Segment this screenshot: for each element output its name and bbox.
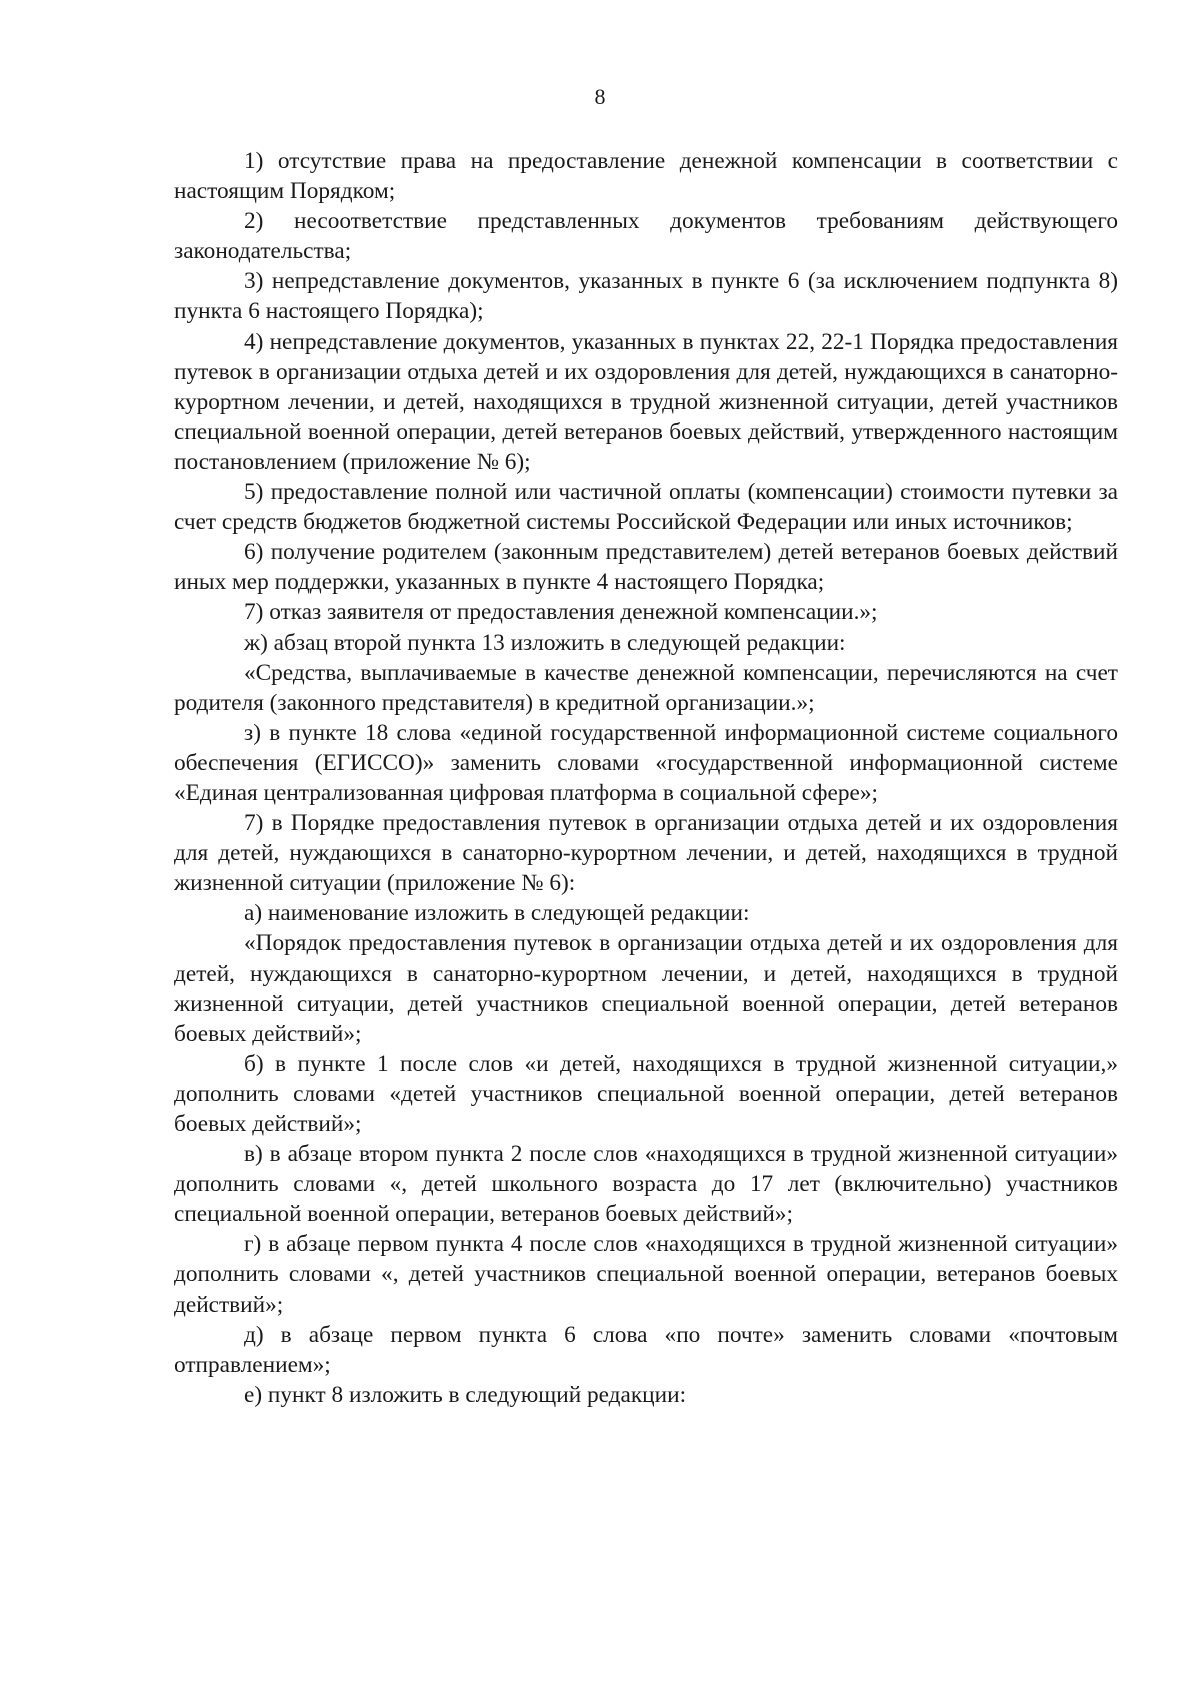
- paragraph-item-2: 2) несоответствие представленных документов требованиям действующего законодательства;: [174, 208, 1118, 265]
- paragraph-subitem-g: г) в абзаце первом пункта 4 после слов «находящихся в трудной жизненной ситуации» дополнить словами «, детей участников специальной военной операции, ветеранов боевых действий»;: [174, 1231, 1118, 1318]
- paragraph-subitem-z: з) в пункте 18 слова «единой государственной информационной системе социального обеспечения (ЕГИССО)» заменить словами «государственной информационной системе «Единая централизованная цифровая платформа в социальной сфере»;: [174, 719, 1118, 806]
- paragraph-subitem-a: а) наименование изложить в следующей редакции:: [244, 900, 750, 927]
- paragraph-item-3: 3) непредставление документов, указанных в пункте 6 (за исключением подпункта 8) пункта 6 настоящего Порядка);: [174, 268, 1118, 325]
- document-body: [174, 146, 1118, 1410]
- paragraph-quote-title: «Порядок предоставления путевок в организации отдыха детей и их оздоровления для детей, нуждающихся в санаторно-курортном лечении, и детей, находящихся в трудной жизненной ситуации, детей участников специальной военной операции, детей ветеранов боевых действий»;: [174, 930, 1118, 1047]
- paragraph-subitem-b: б) в пункте 1 после слов «и детей, находящихся в трудной жизненной ситуации,» дополнить словами «детей участников специальной военной операции, детей ветеранов боевых действий»;: [174, 1050, 1118, 1137]
- paragraph-subitem-zh: ж) абзац второй пункта 13 изложить в следующей редакции:: [244, 629, 846, 656]
- paragraph-item-4: 4) непредставление документов, указанных в пунктах 22, 22-1 Порядка предоставления путевок в организации отдыха детей и их оздоровления для детей, нуждающихся в санаторно-курортном лечении, и детей, находящихся в трудной жизненной ситуации, детей участников специальной военной операции, детей ветеранов боевых действий, утвержденного настоящим постановлением (приложение № 6);: [174, 328, 1118, 475]
- paragraph-item-7: 7) отказ заявителя от предоставления денежной компенсации.»;: [244, 599, 878, 626]
- paragraph-item-6: 6) получение родителем (законным представителем) детей ветеранов боевых действий иных мер поддержки, указанных в пункте 4 настоящего Порядка;: [174, 539, 1118, 596]
- paragraph-quote-funds: «Средства, выплачиваемые в качестве денежной компенсации, перечисляются на счет родителя (законного представителя) в кредитной организации.»;: [174, 659, 1118, 716]
- paragraph-subitem-d: д) в абзаце первом пункта 6 слова «по почте» заменить словами «почтовым отправлением»;: [174, 1321, 1118, 1378]
- paragraph-item-5: 5) предоставление полной или частичной оплаты (компенсации) стоимости путевки за счет средств бюджетов бюджетной системы Российской Федерации или иных источников;: [174, 479, 1118, 536]
- paragraph-subitem-v: в) в абзаце втором пункта 2 после слов «находящихся в трудной жизненной ситуации» дополнить словами «, детей школьного возраста до 17 лет (включительно) участников специальной военной операции, ветеранов боевых действий»;: [174, 1141, 1118, 1228]
- paragraph-subitem-e: е) пункт 8 изложить в следующий редакции:: [244, 1381, 687, 1408]
- paragraph-section-7: 7) в Порядке предоставления путевок в организации отдыха детей и их оздоровления для детей, нуждающихся в санаторно-курортном лечении, и детей, находящихся в трудной жизненной ситуации (приложение № 6):: [174, 810, 1118, 897]
- page-number: 8: [594, 84, 606, 109]
- paragraph-item-1: 1) отсутствие права на предоставление денежной компенсации в соответствии с настоящим Порядком;: [174, 148, 1118, 205]
